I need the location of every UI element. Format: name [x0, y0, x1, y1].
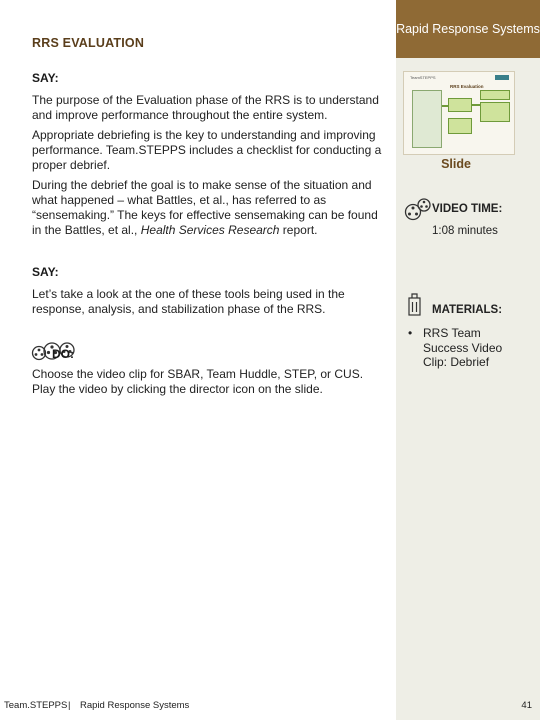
materials-label: MATERIALS: — [432, 304, 503, 316]
list-bullet: • — [408, 326, 413, 340]
thumbnail-arrow — [442, 105, 448, 107]
thumbnail-box — [480, 90, 510, 100]
footer-separator: | — [68, 700, 71, 711]
thumbnail-diagram — [412, 90, 442, 148]
thumbnail-badge — [495, 75, 509, 80]
report-title: Health Services Research — [140, 223, 280, 237]
paragraph-tools: Let’s take a look at the one of these tools being used in the response, analysis, and stabilization phase of the RRS. — [32, 287, 345, 316]
thumbnail-title: RRS Evaluation — [450, 84, 484, 89]
thumbnail-box — [448, 118, 472, 134]
section-banner — [396, 0, 540, 58]
thumbnail-box — [480, 102, 510, 122]
footer-brand: Team.STEPPS — [4, 700, 68, 711]
clipboard-icon — [407, 293, 423, 317]
footer-section: Rapid Response Systems — [80, 700, 190, 711]
say-heading: SAY: — [32, 71, 59, 85]
thumbnail-box — [448, 98, 472, 112]
do-heading: DO: — [52, 347, 74, 361]
page-number: 41 — [521, 700, 532, 711]
thumbnail-arrow — [471, 104, 480, 106]
sensemaking-text-end: report. — [279, 223, 318, 237]
sensemaking-text: During the debrief the goal is to make sense of the situation and what happened – what Battles, et al., has referred to as “sensemaking.” The keys for effective sensemaking can be found in the Battles, et al., — [32, 178, 378, 237]
footer — [0, 700, 540, 714]
paragraph-sensemaking — [32, 178, 388, 238]
paragraph-purpose: The purpose of the Evaluation phase of the RRS is to understand and improve performance throughout the entire system. — [32, 93, 379, 122]
video-time-value: 1:08 minutes — [432, 225, 498, 237]
materials-item: RRS Team Success Video Clip: Debrief — [423, 326, 503, 369]
paragraph-instructions: Choose the video clip for SBAR, Team Huddle, STEP, or CUS. Play the video by clicking the director icon on the slide. — [32, 367, 364, 396]
film-reel-icon — [404, 197, 432, 221]
thumbnail-logo: TeamSTEPPS — [410, 75, 436, 80]
video-time-label: VIDEO TIME: — [432, 203, 503, 215]
paragraph-debriefing: Appropriate debriefing is the key to understanding and improving performance. Team.STEPPS includes a checklist for conducting a proper debrief. — [32, 128, 382, 172]
page-title: RRS EVALUATION — [32, 36, 145, 50]
say-heading-2: SAY: — [32, 265, 59, 279]
slide-thumbnail — [403, 71, 515, 155]
slide-label: Slide — [441, 157, 471, 171]
banner-text: Rapid Response Systems — [396, 21, 540, 36]
